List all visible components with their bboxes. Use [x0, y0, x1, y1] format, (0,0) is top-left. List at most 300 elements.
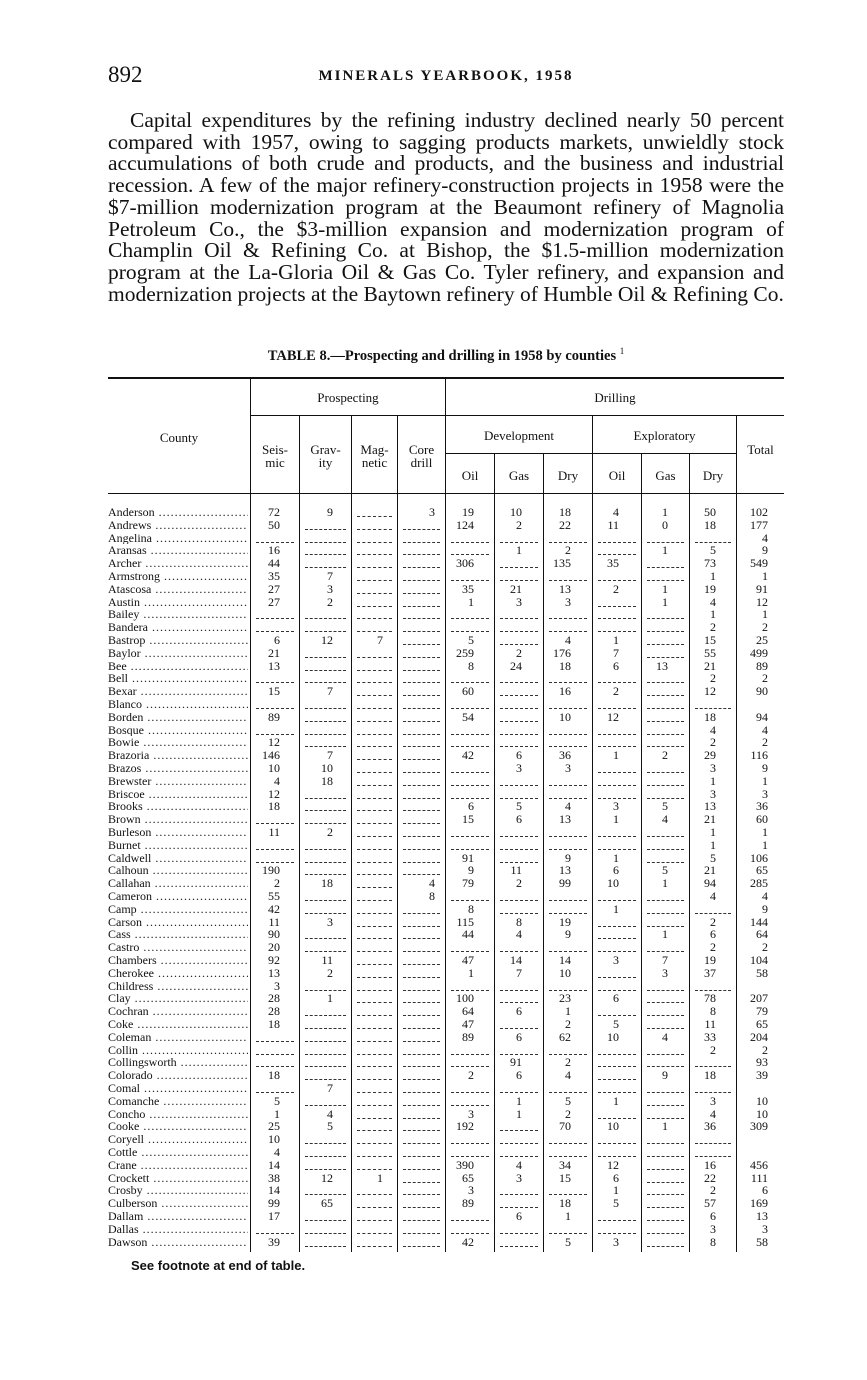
cell-exp-oil: 1: [613, 633, 619, 647]
empty-cell-leader: [357, 1002, 392, 1003]
cell-exp-oil: 6: [613, 991, 619, 1006]
cell-total: 499: [750, 645, 768, 660]
empty-cell-leader: [357, 1118, 392, 1119]
empty-cell-leader: [357, 1079, 392, 1080]
cell-total: 90: [756, 684, 768, 699]
empty-cell-leader: [500, 990, 538, 991]
county-name: Angelina .....: [108, 532, 248, 545]
cell-seismic: 12: [268, 735, 280, 750]
table-row: [108, 608, 784, 621]
cell-total: 79: [756, 1004, 768, 1019]
cell-dev-gas: 2: [516, 517, 522, 532]
table-row: [108, 1056, 784, 1069]
cell-exp-gas: 0: [662, 517, 668, 532]
cell-gravity: 2: [327, 825, 333, 839]
cell-exp-oil: 2: [613, 684, 619, 699]
county-name: Brewster .....: [108, 775, 248, 788]
county-name: Blanco .....: [108, 698, 248, 711]
cell-seismic: 15: [268, 684, 280, 699]
table-row: [108, 1223, 784, 1236]
empty-cell-leader: [403, 785, 440, 786]
empty-cell-leader: [647, 1182, 684, 1183]
cell-dev-gas: 14: [510, 953, 522, 967]
cell-dev-dry: 70: [559, 1119, 571, 1134]
cell-dev-dry: 4: [565, 799, 571, 814]
empty-cell-leader: [500, 734, 538, 735]
empty-cell-leader: [357, 593, 392, 594]
cell-exp-oil: 1: [613, 1183, 619, 1198]
empty-cell-leader: [500, 618, 538, 619]
cell-gravity: 65: [321, 1196, 333, 1211]
empty-cell-leader: [500, 631, 538, 632]
empty-cell-leader: [305, 670, 346, 671]
empty-cell-leader: [357, 900, 392, 901]
cell-seismic: 11: [268, 914, 280, 929]
empty-cell-leader: [305, 542, 346, 543]
county-name: Bastrop .....: [108, 634, 248, 647]
body-paragraph: Capital expenditures by the refining industry declined nearly 50 percent compared with 1957, owing to sagging products markets, unwieldly stock accumulations of both crude and products, and the business and industrial recession. A few of the major refinery-construction projects in 1958 were the $7-million modernization program at the Beaumont refinery of Magnolia Petroleum Co., the $3-million expansion and modernization program of Champlin Oil & Refining Co. at Bishop, the $1.5-million modernization program at the La-Gloria Oil & Gas Co. Tyler refinery, and expansion and modernization projects at the Baytown refinery of Humble Oil & Refining Co.: [108, 108, 784, 306]
empty-cell-leader: [357, 964, 392, 965]
cell-dev-dry: 2: [565, 1055, 571, 1070]
table-row: [108, 1159, 784, 1172]
cell-exp-dry: 18: [704, 1068, 716, 1083]
cell-dev-dry: 18: [559, 505, 571, 519]
empty-cell-leader: [305, 746, 346, 747]
empty-cell-leader: [357, 529, 392, 530]
cell-dev-oil: 8: [468, 901, 474, 916]
cell-exp-oil: 1: [613, 1093, 619, 1108]
cell-seismic: 99: [268, 1196, 280, 1211]
cell-dev-dry: 4: [565, 633, 571, 647]
cell-total: 91: [756, 581, 768, 596]
cell-seismic: 10: [268, 1132, 280, 1147]
cell-exp-dry: 11: [704, 1017, 716, 1031]
cell-magnetic: 7: [377, 633, 383, 647]
empty-cell-leader: [598, 926, 636, 927]
table-row: [108, 557, 784, 570]
cell-gravity: 11: [321, 953, 333, 967]
cell-dev-oil: 64: [462, 1004, 474, 1019]
empty-cell-leader: [403, 1207, 440, 1208]
empty-cell-leader: [403, 964, 440, 965]
cell-exp-dry: 5: [710, 850, 716, 865]
cell-exp-dry: 55: [704, 645, 716, 660]
cell-exp-dry: 1: [710, 825, 716, 839]
empty-cell-leader: [403, 542, 440, 543]
empty-cell-leader: [500, 644, 538, 645]
empty-cell-leader: [357, 670, 392, 671]
empty-cell-leader: [451, 618, 489, 619]
empty-cell-leader: [500, 1028, 538, 1029]
cell-gravity: 7: [327, 684, 333, 699]
cell-total: 116: [750, 748, 768, 763]
cell-exp-oil: 11: [607, 517, 619, 532]
cell-dev-gas: 6: [516, 1068, 522, 1083]
table-row: [108, 928, 784, 941]
cell-seismic: 38: [268, 1170, 280, 1185]
empty-cell-leader: [695, 913, 731, 914]
empty-cell-leader: [357, 554, 392, 555]
cell-total: 1: [762, 825, 768, 839]
table-row: [108, 1095, 784, 1108]
cell-exp-oil: 4: [613, 505, 619, 519]
county-name: Baylor .....: [108, 647, 248, 660]
table-row: [108, 1120, 784, 1133]
empty-cell-leader: [647, 836, 684, 837]
cell-exp-gas: 5: [662, 799, 668, 814]
cell-exp-oil: 35: [607, 556, 619, 571]
cell-total: 309: [750, 1119, 768, 1134]
cell-exp-dry: 3: [710, 761, 716, 775]
empty-cell-leader: [403, 1194, 440, 1195]
county-name: Borden .....: [108, 711, 248, 724]
cell-exp-dry: 4: [710, 1106, 716, 1121]
cell-exp-dry: 2: [710, 620, 716, 635]
cell-exp-dry: 6: [710, 1209, 716, 1223]
cell-gravity: 12: [321, 633, 333, 647]
table-row: [108, 954, 784, 967]
cell-exp-gas: 3: [662, 965, 668, 980]
cell-dev-dry: 176: [553, 645, 571, 660]
cell-dev-dry: 10: [559, 709, 571, 724]
cell-dev-oil: 1: [468, 965, 474, 980]
empty-cell-leader: [305, 682, 346, 683]
empty-cell-leader: [647, 1156, 684, 1157]
empty-cell-leader: [451, 1220, 489, 1221]
empty-cell-leader: [256, 849, 294, 850]
cell-total: 2: [762, 671, 768, 686]
empty-cell-leader: [451, 542, 489, 543]
empty-cell-leader: [357, 1015, 392, 1016]
cell-total: 3: [762, 786, 768, 801]
empty-cell-leader: [598, 606, 636, 607]
cell-seismic: 4: [274, 1145, 280, 1159]
table-row: [108, 532, 784, 545]
empty-cell-leader: [549, 913, 587, 914]
header-development: Development: [483, 428, 555, 443]
cell-dev-oil: 6: [468, 799, 474, 814]
empty-cell-leader: [647, 785, 684, 786]
county-name: Anderson .....: [108, 506, 248, 519]
empty-cell-leader: [357, 516, 392, 517]
empty-cell-leader: [403, 734, 440, 735]
table-title: [108, 346, 784, 365]
empty-cell-leader: [500, 1092, 538, 1093]
cell-dev-oil: 42: [462, 1234, 474, 1249]
empty-cell-leader: [500, 1246, 538, 1247]
empty-cell-leader: [549, 618, 587, 619]
county-name: Coryell .....: [108, 1133, 248, 1146]
cell-total: 111: [750, 1170, 768, 1185]
empty-cell-leader: [695, 1143, 731, 1144]
cell-dev-gas: 8: [516, 914, 522, 929]
empty-cell-leader: [357, 810, 392, 811]
empty-cell-leader: [451, 836, 489, 837]
cell-exp-oil: 3: [613, 953, 619, 967]
empty-cell-leader: [403, 1220, 440, 1221]
cell-exp-dry: 18: [704, 709, 716, 724]
cell-exp-dry: 16: [704, 1157, 716, 1172]
cell-exp-gas: 1: [662, 876, 668, 891]
cell-dev-gas: 3: [516, 594, 522, 609]
county-name: Cameron .....: [108, 890, 248, 903]
empty-cell-leader: [647, 1105, 684, 1106]
empty-cell-leader: [647, 1169, 684, 1170]
empty-cell-leader: [357, 695, 392, 696]
cell-dev-dry: 19: [559, 914, 571, 929]
empty-cell-leader: [403, 1041, 440, 1042]
empty-cell-leader: [357, 849, 392, 850]
cell-exp-dry: 3: [710, 1221, 716, 1236]
header-total: Total: [747, 442, 774, 457]
cell-dev-oil: 192: [456, 1119, 474, 1134]
cell-exp-oil: 10: [607, 1119, 619, 1134]
cell-total: 60: [756, 812, 768, 827]
county-name: Coke .....: [108, 1018, 248, 1031]
empty-cell-leader: [403, 938, 440, 939]
cell-total: 64: [756, 927, 768, 942]
header-exp-oil: Oil: [608, 468, 626, 483]
cell-dev-oil: 306: [456, 556, 474, 571]
header-exploratory: Exploratory: [633, 428, 696, 443]
empty-cell-leader: [500, 900, 538, 901]
empty-cell-leader: [403, 1169, 440, 1170]
cell-total: 58: [756, 1234, 768, 1249]
cell-dev-oil: 44: [462, 927, 474, 942]
empty-cell-leader: [451, 1092, 489, 1093]
empty-cell-leader: [357, 990, 392, 991]
table-row: [108, 941, 784, 954]
header-dev-gas: Gas: [508, 468, 530, 483]
cell-seismic: 28: [268, 991, 280, 1006]
table-row: [108, 1146, 784, 1159]
county-name: Aransas .....: [108, 544, 248, 557]
cell-exp-dry: 21: [704, 812, 716, 827]
cell-dev-dry: 5: [565, 1234, 571, 1249]
cell-total: 549: [750, 556, 768, 571]
empty-cell-leader: [598, 900, 636, 901]
cell-dev-oil: 3: [468, 1106, 474, 1121]
empty-cell-leader: [305, 1169, 346, 1170]
table-row: [108, 762, 784, 775]
cell-exp-gas: 1: [662, 505, 668, 519]
cell-total: 207: [750, 991, 768, 1006]
cell-total: 36: [756, 799, 768, 814]
cell-dev-dry: 2: [565, 1017, 571, 1031]
cell-seismic: 146: [262, 748, 280, 763]
cell-total: 1: [762, 607, 768, 622]
empty-cell-leader: [357, 1054, 392, 1055]
cell-dev-oil: 60: [462, 684, 474, 699]
empty-cell-leader: [647, 1194, 684, 1195]
cell-dev-dry: 9: [565, 927, 571, 942]
table-row: [108, 736, 784, 749]
empty-cell-leader: [549, 836, 587, 837]
cell-total: 58: [756, 965, 768, 980]
empty-cell-leader: [451, 1156, 489, 1157]
cell-exp-oil: 10: [607, 1029, 619, 1044]
empty-cell-leader: [500, 913, 538, 914]
county-name: Crane .....: [108, 1159, 248, 1172]
empty-cell-leader: [598, 618, 636, 619]
cell-gravity: 7: [327, 569, 333, 583]
empty-cell-leader: [549, 900, 587, 901]
empty-cell-leader: [403, 759, 440, 760]
empty-cell-leader: [403, 721, 440, 722]
county-name: Childress .....: [108, 980, 248, 993]
cell-seismic: 35: [268, 569, 280, 583]
empty-cell-leader: [305, 798, 346, 799]
cell-exp-gas: 13: [656, 658, 668, 673]
cell-seismic: 20: [268, 940, 280, 955]
empty-cell-leader: [403, 618, 440, 619]
empty-cell-leader: [598, 1143, 636, 1144]
county-name: Brooks .....: [108, 800, 248, 813]
page-header: [108, 62, 784, 92]
empty-cell-leader: [357, 1028, 392, 1029]
cell-exp-dry: 8: [710, 1004, 716, 1019]
county-name: Comanche .....: [108, 1095, 248, 1108]
table-row: [108, 1005, 784, 1018]
empty-cell-leader: [256, 1233, 294, 1234]
empty-cell-leader: [549, 1143, 587, 1144]
empty-cell-leader: [357, 874, 392, 875]
empty-cell-leader: [403, 631, 440, 632]
county-name: Cottle .....: [108, 1146, 248, 1159]
empty-cell-leader: [695, 708, 731, 709]
table-row: [108, 711, 784, 724]
cell-dev-oil: 15: [462, 812, 474, 827]
empty-cell-leader: [647, 1143, 684, 1144]
cell-exp-dry: 8: [710, 1234, 716, 1249]
empty-cell-leader: [500, 1143, 538, 1144]
cell-dev-dry: 2: [565, 543, 571, 558]
empty-cell-leader: [598, 1079, 636, 1080]
cell-seismic: 18: [268, 1068, 280, 1083]
cell-dev-oil: 65: [462, 1170, 474, 1185]
cell-exp-dry: 94: [704, 876, 716, 891]
cell-seismic: 14: [268, 1183, 280, 1198]
empty-cell-leader: [305, 1233, 346, 1234]
empty-cell-leader: [256, 1041, 294, 1042]
empty-cell-leader: [500, 708, 538, 709]
empty-cell-leader: [549, 734, 587, 735]
cell-seismic: 5: [274, 1093, 280, 1108]
county-name: Concho .....: [108, 1108, 248, 1121]
county-name: Austin .....: [108, 596, 248, 609]
empty-cell-leader: [403, 772, 440, 773]
table-row: [108, 544, 784, 557]
cell-exp-gas: 1: [662, 581, 668, 596]
empty-cell-leader: [305, 990, 346, 991]
empty-cell-leader: [305, 1028, 346, 1029]
cell-dev-dry: 3: [565, 594, 571, 609]
empty-cell-leader: [598, 938, 636, 939]
empty-cell-leader: [403, 1054, 440, 1055]
cell-exp-oil: 12: [607, 1157, 619, 1172]
cell-gravity: 3: [327, 581, 333, 596]
county-name: Caldwell .....: [108, 852, 248, 865]
header-bottom-rule: [108, 493, 784, 494]
empty-cell-leader: [403, 1182, 440, 1183]
cell-seismic: 21: [268, 645, 280, 660]
cell-total: 10: [756, 1106, 768, 1121]
cell-exp-dry: 33: [704, 1029, 716, 1044]
cell-exp-oil: 1: [613, 901, 619, 916]
cell-dev-oil: 42: [462, 748, 474, 763]
cell-exp-oil: 5: [613, 1017, 619, 1031]
cell-seismic: 92: [268, 953, 280, 967]
empty-cell-leader: [403, 580, 440, 581]
county-name: Calhoun .....: [108, 864, 248, 877]
cell-total: 104: [750, 953, 768, 967]
empty-cell-leader: [647, 1220, 684, 1221]
cell-total: 169: [750, 1196, 768, 1211]
county-name: Brazoria .....: [108, 749, 248, 762]
empty-cell-leader: [357, 887, 392, 888]
cell-total: 204: [750, 1029, 768, 1044]
empty-cell-leader: [357, 1130, 392, 1131]
cell-dev-dry: 9: [565, 850, 571, 865]
cell-dev-oil: 124: [456, 517, 474, 532]
county-name: Bandera .....: [108, 621, 248, 634]
empty-cell-leader: [357, 836, 392, 837]
cell-dev-gas: 2: [516, 876, 522, 891]
empty-cell-leader: [357, 938, 392, 939]
empty-cell-leader: [357, 618, 392, 619]
cell-dev-dry: 15: [559, 1170, 571, 1185]
cell-seismic: 3: [274, 978, 280, 993]
empty-cell-leader: [500, 721, 538, 722]
cell-exp-dry: 18: [704, 517, 716, 532]
empty-cell-leader: [695, 1092, 731, 1093]
table-row: [108, 916, 784, 929]
cell-seismic: 27: [268, 581, 280, 596]
empty-cell-leader: [357, 682, 392, 683]
empty-cell-leader: [357, 580, 392, 581]
cell-exp-dry: 2: [710, 671, 716, 686]
cell-total: 94: [756, 709, 768, 724]
empty-cell-leader: [305, 734, 346, 735]
county-name: Comal .....: [108, 1082, 248, 1095]
table-row: [108, 890, 784, 903]
empty-cell-leader: [598, 785, 636, 786]
table-row: [108, 1236, 784, 1249]
table-row: [108, 685, 784, 698]
header-exp-gas: Gas: [655, 468, 676, 483]
empty-cell-leader: [451, 1054, 489, 1055]
empty-cell-leader: [357, 746, 392, 747]
empty-cell-leader: [549, 785, 587, 786]
cell-exp-gas: 4: [662, 812, 668, 827]
cell-exp-gas: 1: [662, 1119, 668, 1134]
cell-exp-dry: 6: [710, 927, 716, 942]
empty-cell-leader: [403, 1130, 440, 1131]
cell-seismic: 13: [268, 965, 280, 980]
county-name: Dallam .....: [108, 1210, 248, 1223]
empty-cell-leader: [357, 759, 392, 760]
cell-exp-gas: 2: [662, 748, 668, 763]
empty-cell-leader: [598, 1066, 636, 1067]
cell-exp-dry: 5: [710, 543, 716, 558]
cell-exp-oil: 5: [613, 1196, 619, 1211]
table-row: [108, 1210, 784, 1223]
empty-cell-leader: [305, 1246, 346, 1247]
county-name: Dallas .....: [108, 1223, 248, 1236]
cell-dev-oil: 390: [456, 1157, 474, 1172]
prospecting-drilling-table: [108, 377, 784, 1252]
table-row: [108, 1018, 784, 1031]
